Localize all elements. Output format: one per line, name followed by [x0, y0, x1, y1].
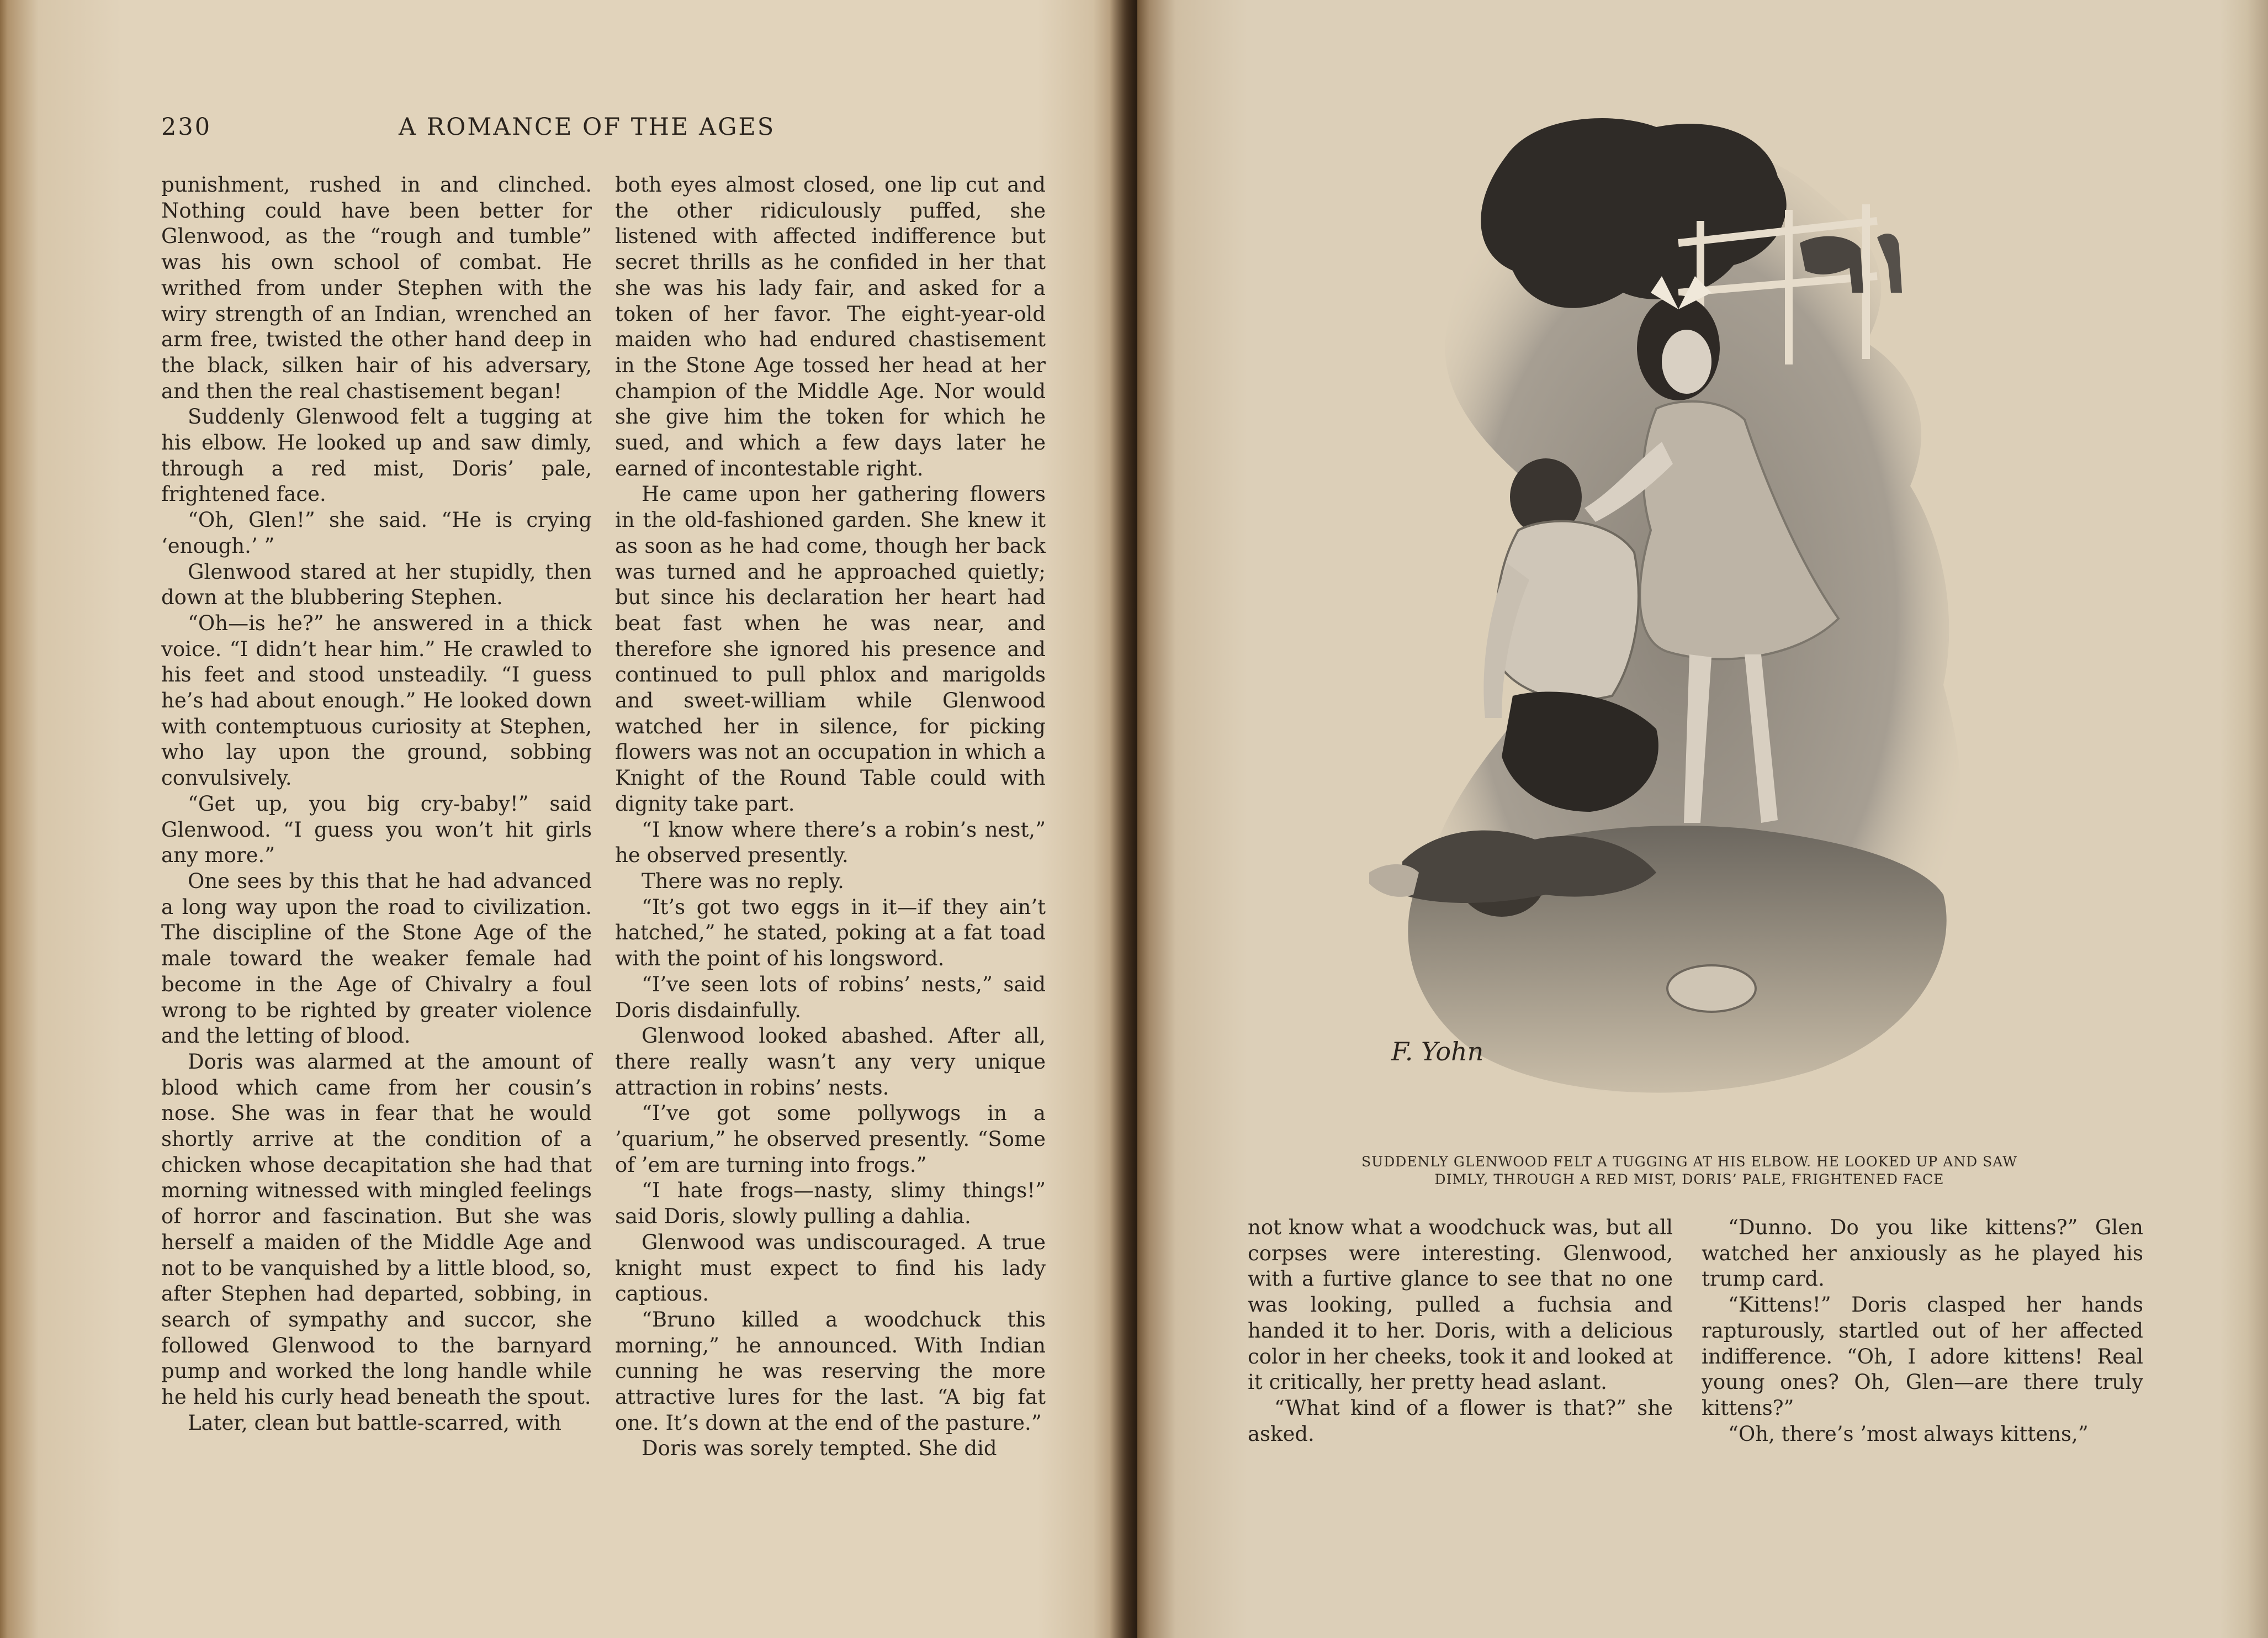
- caption-line: SUDDENLY GLENWOOD FELT A TUGGING AT HIS ELBOW. HE LOOKED UP AND SAW: [1361, 1154, 2017, 1170]
- paragraph: “I hate frogs—nasty, slimy things!” said Doris, slowly pulling a dahlia.: [615, 1179, 1046, 1229]
- left-column-2: [615, 172, 1046, 1462]
- straw-hat: [1667, 965, 1756, 1012]
- paragraph: Suddenly Glenwood felt a tugging at his elbow. He looked up and saw dimly, through a red mist, Doris’ pale, frightened face.: [161, 405, 592, 506]
- right-column-1: [1248, 1215, 1673, 1447]
- caption-line: DIMLY, THROUGH A RED MIST, DORIS’ PALE, FRIGHTENED FACE: [1434, 1171, 1944, 1187]
- paragraph: One sees by this that he had advanced a long way upon the road to civilization. The discipline of the Stone Age of the male toward the weaker female had become in the Age of Chivalry a foul wrong to be righted by greater violence and the letting of blood.: [161, 869, 592, 1048]
- paragraph: “Dunno. Do you like kittens?” Glen watched her anxiously as he played his trump card.: [1702, 1216, 2143, 1291]
- paragraph: “It’s got two eggs in it—if they ain’t hatched,” he stated, poking at a fat toad with the point of his longsword.: [615, 895, 1046, 971]
- paragraph: Doris was sorely tempted. She did: [642, 1436, 997, 1461]
- paragraph: “What kind of a flower is that?” she asked.: [1248, 1396, 1673, 1446]
- paragraph: “I know where there’s a robin’s nest,” he observed presently.: [615, 817, 1046, 868]
- paragraph: Later, clean but battle-scarred, with: [188, 1410, 561, 1435]
- paragraph: not know what a woodchuck was, but all corpses were interesting. Glenwood, with a furtive glance to see that no one was looking, pulled a fuchsia and handed it to her. Doris, with a delicious color in her cheeks, took it and looked at it critically, her pretty head aslant.: [1248, 1216, 1673, 1394]
- left-column-1: [161, 172, 592, 1436]
- paragraph: “Kittens!” Doris clasped her hands rapturously, startled out of her affected indifference. “Oh, I adore kittens! Real young ones? Oh, Glen—are there truly kittens?”: [1702, 1293, 2143, 1420]
- lying-boy-arm: [1369, 864, 1419, 897]
- paragraph: He came upon her gathering flowers in the old-fashioned garden. She knew it as soon as he had come, though her back was turned and he approached quietly; but since his declaration her heart had beat fast when he was near, and therefore she ignored his presence and continued to pull phlox and marigolds and sweet-william while Glenwood watched her in silence, for picking flowers was not an occupation in which a Knight of the Round Table could with dignity take part.: [615, 482, 1046, 816]
- paragraph: “Oh, Glen!” she said. “He is crying ‘enough.’ ”: [161, 508, 592, 558]
- paragraph: Glenwood looked abashed. After all, there really wasn’t any very unique attraction in robins’ nests.: [615, 1024, 1046, 1100]
- paragraph: “I’ve got some pollywogs in a ’quarium,” he observed presently. “Some of ’em are turning into frogs.”: [615, 1101, 1046, 1177]
- paragraph: There was no reply.: [642, 869, 844, 893]
- page-number: 230: [161, 113, 212, 141]
- paragraph: “Oh—is he?” he answered in a thick voice. “I didn’t hear him.” He crawled to his feet and stood unsteadily. “I guess he’s had about enough.” He looked down with contemptuous curiosity at Stephen, who lay upon the ground, sobbing convulsively.: [161, 611, 592, 790]
- right-column-2: [1702, 1215, 2143, 1447]
- paragraph: Glenwood stared at her stupidly, then down at the blubbering Stephen.: [161, 559, 592, 610]
- paragraph: Glenwood was undiscouraged. A true knight must expect to find his lady captious.: [615, 1230, 1046, 1306]
- right-page: [1137, 0, 2268, 1638]
- paragraph: “Bruno killed a woodchuck this morning,” he announced. With Indian cunning he was reserving the more attractive lures for the last. “A big fat one. It’s down at the end of the pasture.”: [615, 1307, 1046, 1435]
- paragraph: Doris was alarmed at the amount of blood which came from her cousin’s nose. She was in fear that he would shortly arrive at the condition of a chicken whose decapitation she had that morning witnessed with mingled feelings of horror and fascination. But she was herself a maiden of the Middle Age and not to be vanquished by a little blood, so, after Stephen had departed, sobbing, in search of sympathy and succor, she followed Glenwood to the barnyard pump and worked the long handle while he held his curly head beneath the spout.: [161, 1049, 592, 1409]
- paragraph: punishment, rushed in and clinched. Nothing could have been better for Glenwood, as the “rough and tumble” was his own school of combat. He writhed from under Stephen with the wiry strength of an Indian, wrenched an arm free, twisted the other hand deep in the black, silken hair of his adversary, and then the real chastisement began!: [161, 173, 592, 403]
- illustration: [1325, 110, 2054, 1143]
- paragraph: both eyes almost closed, one lip cut and the other ridiculously puffed, she listened with affected indifference but secret thrills as he confided in her that she was his lady fair, and asked for a token of her favor. The eight-year-old maiden who had endured chastisement in the Stone Age tossed her head at her champion of the Middle Age. Nor would she give him the token for which he sued, and which a few days later he earned of incontestable right.: [615, 173, 1046, 480]
- illustration-caption: [1281, 1153, 2098, 1188]
- girl-face: [1662, 330, 1711, 394]
- artist-signature: F. Yohn: [1391, 1037, 1484, 1066]
- left-page: [0, 0, 1132, 1638]
- paragraph: “Oh, there’s ’most always kittens,”: [1728, 1422, 2089, 1446]
- paragraph: “I’ve seen lots of robins’ nests,” said Doris disdainfully.: [615, 972, 1046, 1022]
- paragraph: “Get up, you big cry-baby!” said Glenwood. “I guess you won’t hit girls any more.”: [161, 791, 592, 868]
- running-head: A ROMANCE OF THE AGES: [399, 113, 776, 141]
